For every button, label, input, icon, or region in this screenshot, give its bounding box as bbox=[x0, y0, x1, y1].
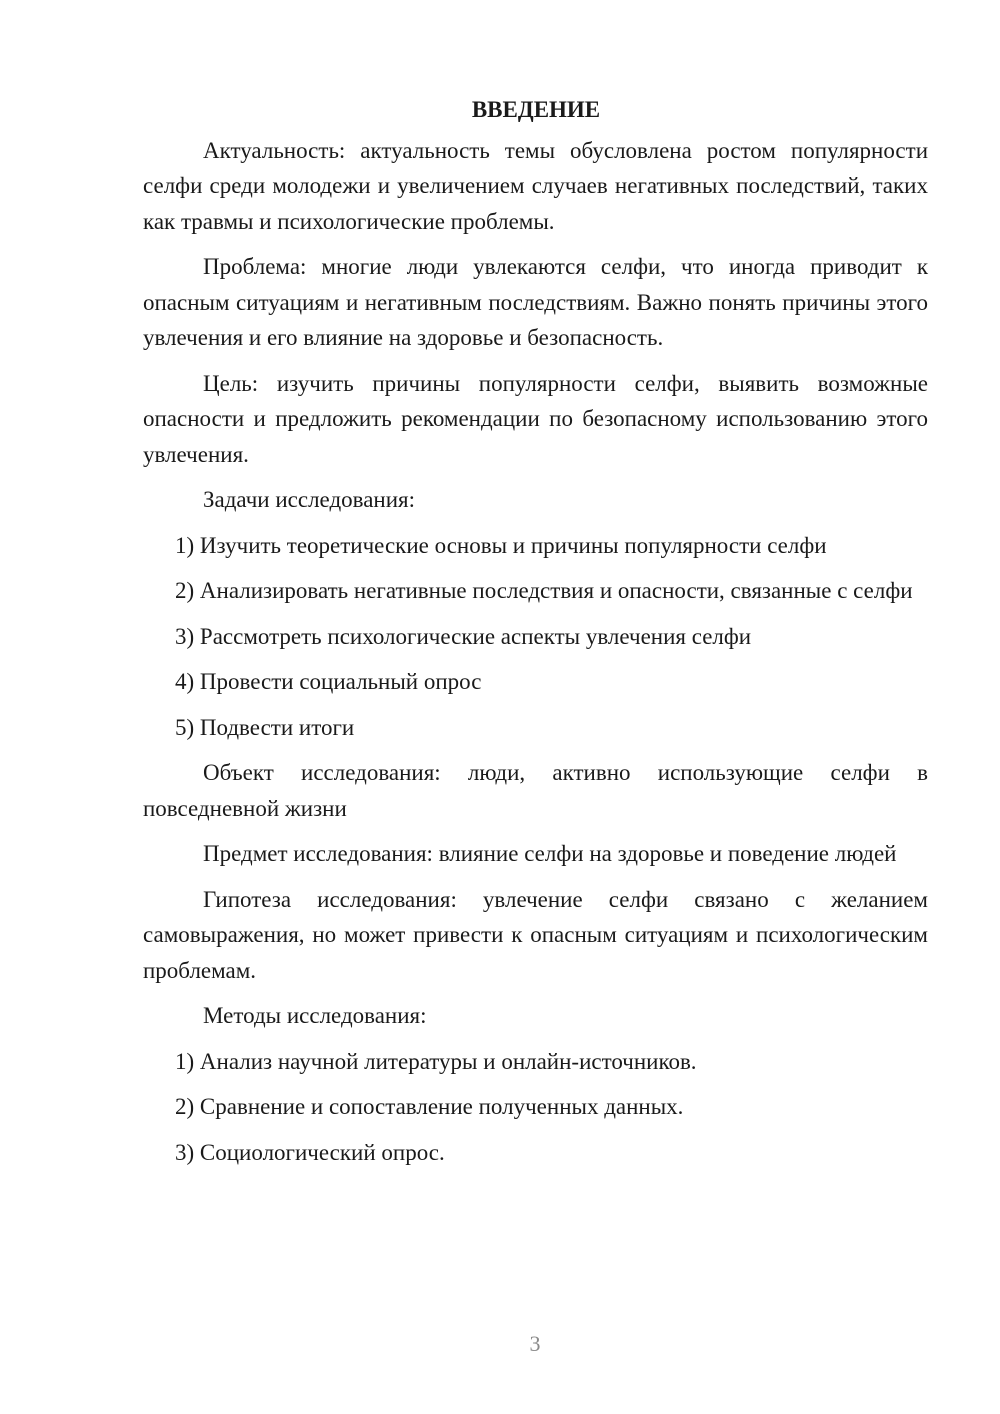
methods-heading: Методы исследования: bbox=[203, 1003, 427, 1028]
page-content bbox=[143, 92, 928, 1180]
task-item: 1) Изучить теоретические основы и причины популярности селфи bbox=[175, 532, 827, 558]
section-title: ВВЕДЕНИЕ bbox=[471, 97, 601, 122]
goal-paragraph: Цель: изучить причины популярности селфи, выявить возможные опасности и предложить рекомендации по безопасному использованию этого увлечения. bbox=[143, 370, 928, 467]
task-item: 5) Подвести итоги bbox=[175, 714, 355, 740]
task-item: 4) Провести социальный опрос bbox=[175, 669, 482, 694]
method-item: 3) Социологический опрос. bbox=[175, 1139, 445, 1165]
task-item: 3) Рассмотреть психологические аспекты увлечения селфи bbox=[175, 623, 752, 649]
method-item: 2) Сравнение и сопоставление полученных данных. bbox=[175, 1094, 684, 1119]
page-number: 3 bbox=[529, 1331, 541, 1356]
problem-paragraph: Проблема: многие люди увлекаются селфи, что иногда приводит к опасным ситуациям и негативным последствиям. Важно понять причины этого увлечения и его влияние на здоровье и безопасность. bbox=[143, 254, 928, 350]
task-item: 2) Анализировать негативные последствия и опасности, связанные с селфи bbox=[175, 578, 913, 603]
research-object-paragraph: Объект исследования: люди, активно использующие селфи в повседневной жизни bbox=[143, 760, 928, 821]
hypothesis-paragraph: Гипотеза исследования: увлечение селфи связано с желанием самовыражения, но может привести к опасным ситуациям и психологическим проблемам. bbox=[143, 886, 928, 983]
research-subject-paragraph: Предмет исследования: влияние селфи на здоровье и поведение людей bbox=[203, 841, 897, 866]
tasks-heading: Задачи исследования: bbox=[203, 487, 416, 512]
method-item: 1) Анализ научной литературы и онлайн-источников. bbox=[175, 1048, 697, 1074]
relevance-paragraph: Актуальность: актуальность темы обусловлена ростом популярности селфи среди молодежи и увеличением случаев негативных последствий, таких как травмы и психологические проблемы. bbox=[143, 137, 928, 234]
